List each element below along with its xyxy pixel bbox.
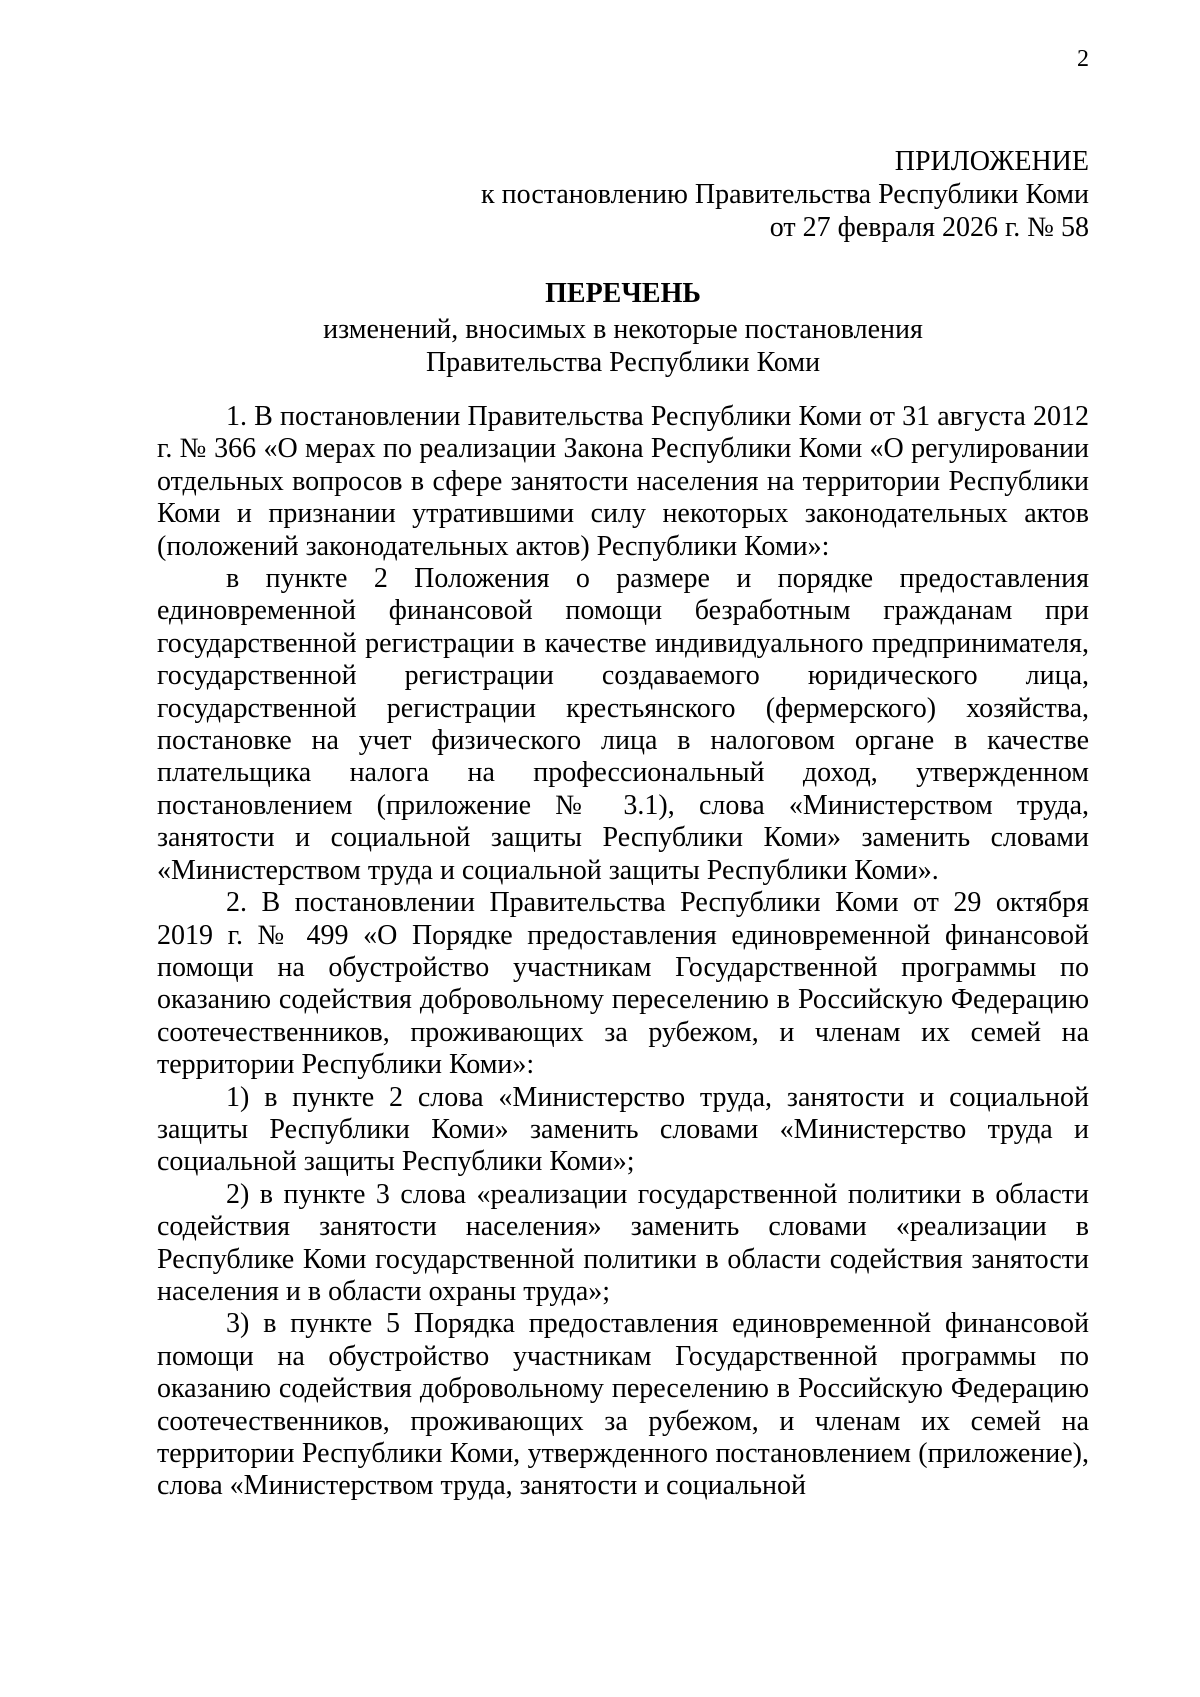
- appendix-reference: к постановлению Правительства Республики Коми: [481, 179, 1089, 210]
- appendix-date: от 27 февраля 2026 г. № 58: [769, 212, 1089, 243]
- document-title: [157, 277, 1089, 379]
- page-number: 2: [1077, 46, 1089, 72]
- title-subtitle-line1: изменений, вносимых в некоторые постановления: [323, 314, 923, 345]
- document-body: [157, 401, 1089, 1503]
- title-subtitle-line2: Правительства Республики Коми: [425, 347, 821, 378]
- paragraph-2-subitem-3: 3) в пункте 5 Порядка предоставления единовременной финансовой помощи на обустройство участникам Государственной программы по оказанию содействия добровольному переселению в Российскую Федерацию соотечественников, проживающих за рубежом, и членам их семей на территории Республики Коми, утвержденного постановлением (приложение), слова «Министерством труда, занятости и социальной: [157, 1308, 1089, 1502]
- paragraph-2-subitem-2: 2) в пункте 3 слова «реализации государственной политики в области содействия занятости населения» заменить словами «реализации в Республике Коми государственной политики в области содействия занятости населения и в области охраны труда»;: [157, 1178, 1089, 1307]
- appendix-label: ПРИЛОЖЕНИЕ: [894, 146, 1089, 177]
- paragraph-1-clause: в пункте 2 Положения о размере и порядке предоставления единовременной финансовой помощи безработным гражданам при государственной регистрации в качестве индивидуального предпринимателя, государственной регистрации создаваемого юридического лица, государственной регистрации крестьянского (фермерского) хозяйства, постановке на учет физического лица в налоговом органе в качестве плательщика налога на профессиональный доход, утвержденном постановлением (приложение № 3.1), слова «Министерством труда, занятости и социальной защиты Республики Коми» заменить словами «Министерством труда и социальной защиты Республики Коми».: [157, 563, 1089, 886]
- paragraph-2-subitem-1: 1) в пункте 2 слова «Министерство труда, занятости и социальной защиты Республики Коми» заменить словами «Министерство труда и социальной защиты Республики Коми»;: [157, 1081, 1089, 1178]
- appendix-header: [389, 145, 1089, 244]
- paragraph-2: 2. В постановлении Правительства Республики Коми от 29 октября 2019 г. № 499 «О Порядке предоставления единовременной финансовой помощи на обустройство участникам Государственной программы по оказанию содействия добровольному переселению в Российскую Федерацию соотечественников, проживающих за рубежом, и членам их семей на территории Республики Коми»:: [157, 887, 1089, 1081]
- paragraph-1: 1. В постановлении Правительства Республики Коми от 31 августа 2012 г. № 366 «О мерах по реализации Закона Республики Коми «О регулировании отдельных вопросов в сфере занятости населения на территории Республики Коми и признании утратившими силу некоторых законодательных актов (положений законодательных актов) Республики Коми»:: [157, 401, 1089, 562]
- title-main: ПЕРЕЧЕНЬ: [545, 278, 701, 309]
